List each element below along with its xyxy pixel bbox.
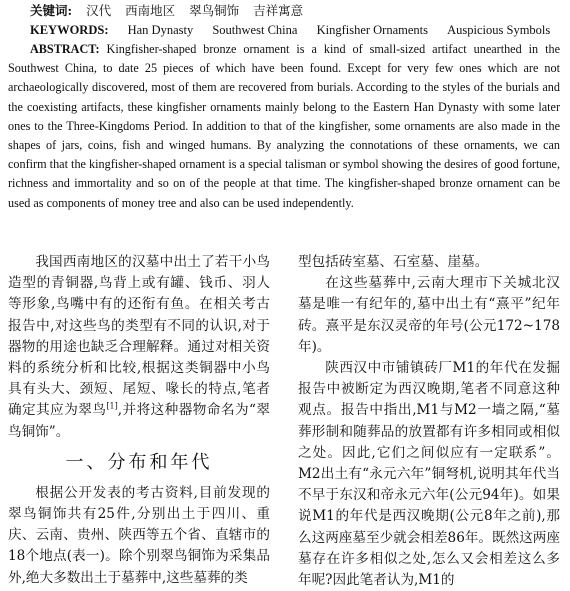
- keyword-cn-term: 西南地区: [125, 3, 176, 18]
- keyword-cn-term: 翠鸟铜饰: [189, 3, 240, 18]
- body-paragraph: 型包括砖室墓、石室墓、崖墓。: [298, 254, 489, 270]
- body-text: ,并将这种器物命名为“翠鸟铜饰”。: [8, 402, 271, 440]
- abstract-label: ABSTRACT:: [30, 42, 100, 56]
- body-paragraph: 根据公开发表的考古资料,目前发现的翠鸟铜饰共有25件,分别出土于四川、重庆、云南、贵州、陕西等五个省、直辖市的18个地点(表一)。除个别翠鸟铜饰为采集品外,绝大多数出土于墓葬中,这些墓葬的类: [8, 484, 270, 586]
- keyword-en-term: Han Dynasty: [127, 23, 194, 37]
- keyword-cn-term: 吉祥寓意: [253, 3, 304, 18]
- reference-marker: [1]: [106, 401, 118, 411]
- body-column-left: [8, 252, 270, 589]
- abstract-text: Kingfisher-shaped bronze ornament is a kind of small-sized artifact unearthed in the Southwest China, to date 25 pieces of which have been found. Except for very few ones which are not archaeologically discovered, most of them are recovered from burials. According to the styles of the burials and the coexisting artifacts, these kingfisher ornaments mainly belong to the Eastern Han Dynasty with some later ones to the Three-Kingdoms Period. In addition to that of the kingfisher, some ornaments are also made in the shapes of jars, coins, fish and winged humans. By analyzing the connotations of these ornaments, we can confirm that the kingfisher-shaped ornament is a special talisman or symbol showing the desires of good fortune, richness and immortality and so on of the people at that time. The kingfisher-shaped bronze ornament can be used as components of money tree and also can be used independently.: [8, 42, 561, 210]
- body-text: 我国西南地区的汉墓中出土了若干小鸟造型的青铜器,鸟背上或有罐、钱币、羽人等形象,鸟嘴中有的还衔有鱼。在相关考古报告中,对这些鸟的类型有不同的认识,对于器物的用途也缺乏合理解释。通过对相关资料的系统分析和比较,根据这类铜器中小鸟具有头大、颈短、尾短、喙长的特点,笔者确定其应为翠鸟: [8, 254, 270, 419]
- keyword-en-term: Auspicious Symbols: [447, 23, 551, 37]
- keywords-en-label: KEYWORDS:: [30, 23, 109, 37]
- keyword-en-term: Southwest China: [212, 23, 298, 37]
- keyword-cn-term: 汉代: [86, 3, 112, 18]
- abstract: [8, 40, 560, 213]
- keywords-cn-label: 关键词:: [30, 3, 73, 18]
- body-paragraph: 在这些墓葬中,云南大理市下关城北汉墓是唯一有纪年的,墓中出土有“熹平”纪年砖。熹平是东汉灵帝的年号(公元172~178年)。: [298, 275, 560, 355]
- keywords-en: [30, 21, 560, 39]
- section-title: 一、分布和年代: [65, 451, 213, 473]
- body-paragraph: 陕西汉中市铺镇砖厂M1的年代在发掘报告中被断定为西汉晚期,笔者不同意这种观点。报告中指出,M1与M2一墙之隔,“墓葬形制和随葬品的放置都有许多相同或相似之处。因此,它们之间似应有一定联系”。M2出土有“永元六年”铜弩机,说明其年代当不早于东汉和帝永元六年(公元94年)。如果说M1的年代是西汉晚期(公元8年之前),那么这两座墓至少就会相差86年。既然这两座墓存在许多相似之处,怎么又会相差这么多年呢?因此笔者认为,M1的: [298, 360, 560, 589]
- keywords-cn: [30, 2, 560, 20]
- body-paragraph: [8, 252, 270, 443]
- body-column-right: [298, 252, 560, 591]
- keyword-en-term: Kingfisher Ornaments: [316, 23, 428, 37]
